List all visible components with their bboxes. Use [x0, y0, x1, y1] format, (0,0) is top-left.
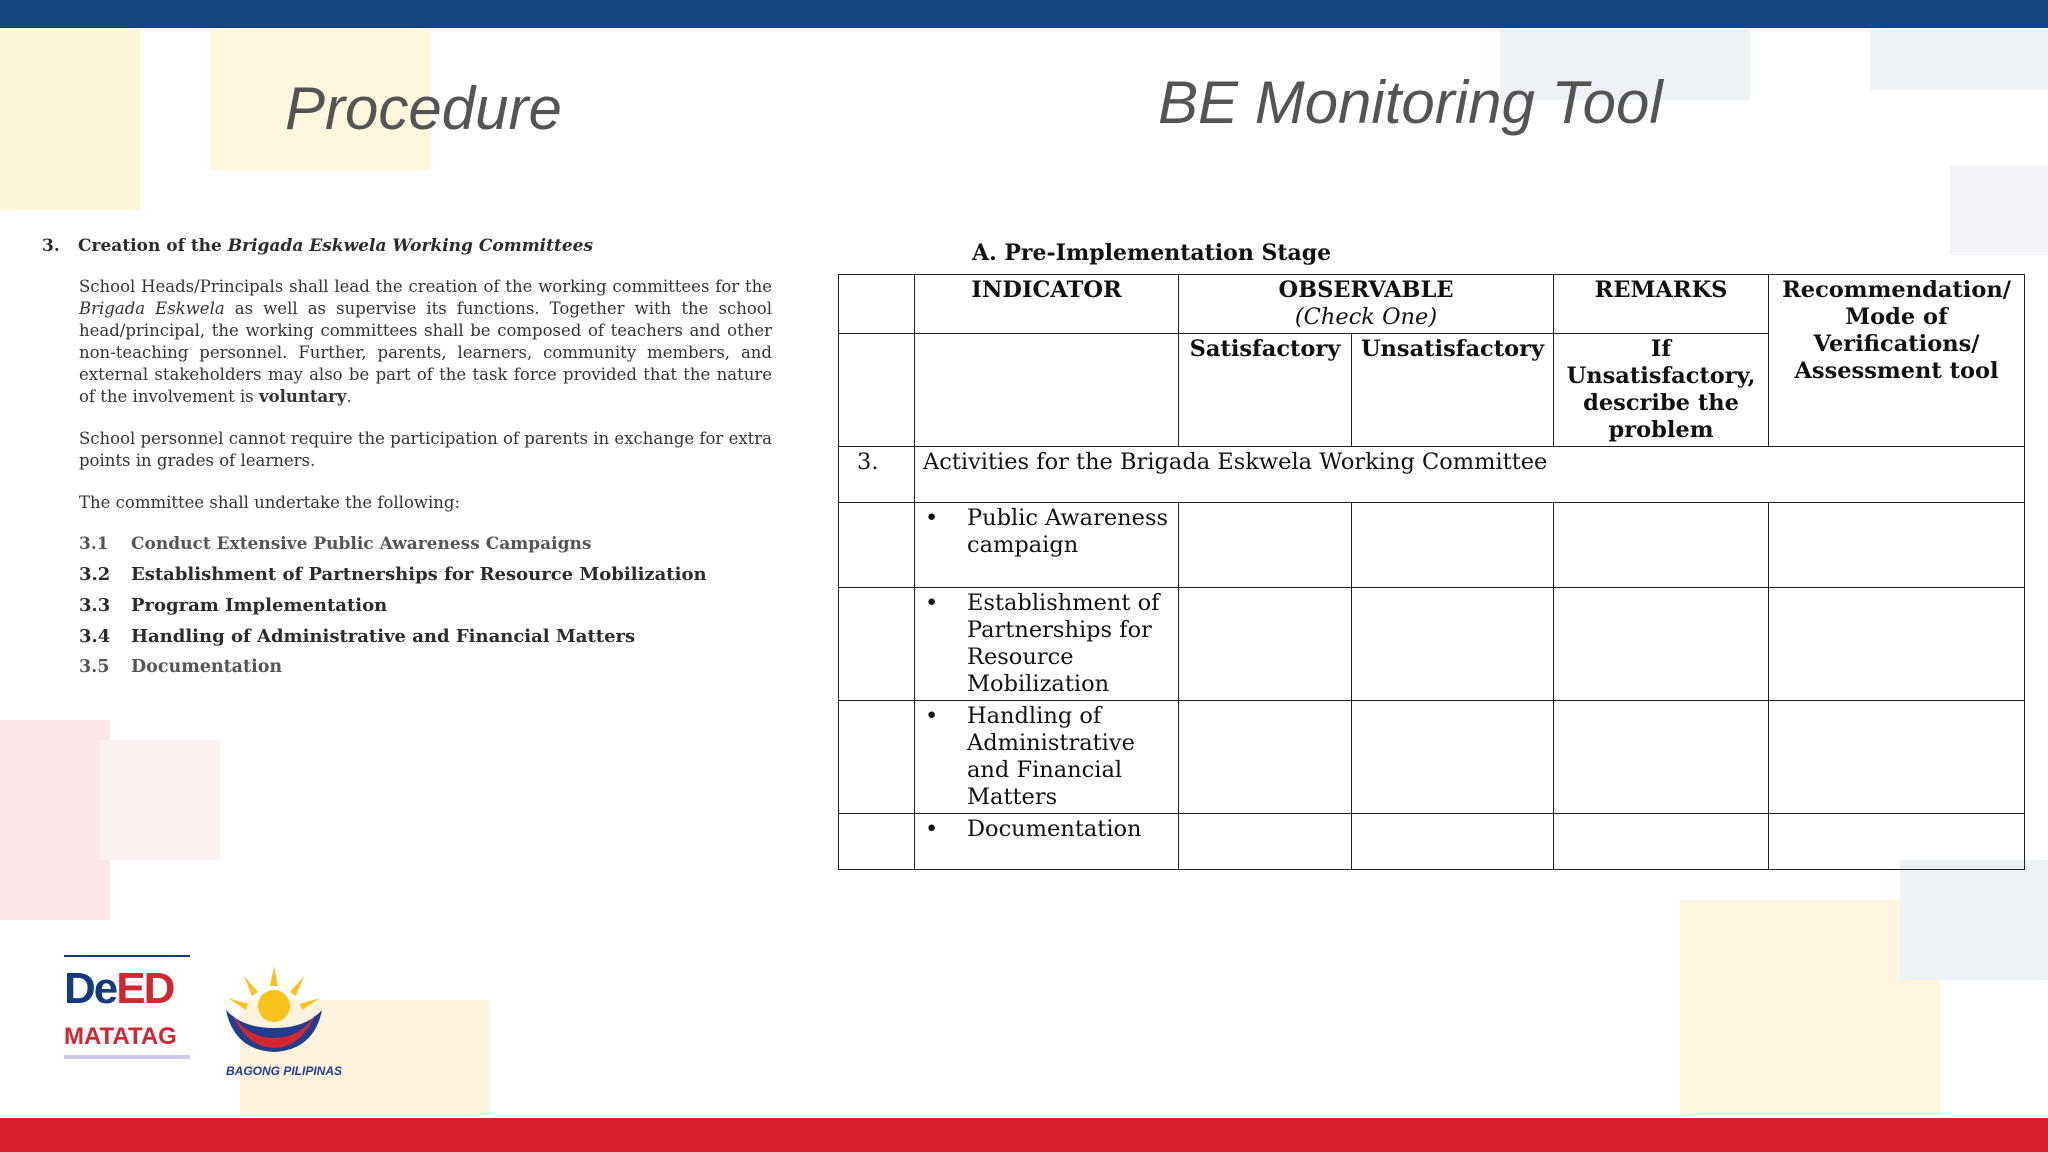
deco-square [100, 740, 220, 860]
bullet-icon: • [925, 703, 939, 729]
header-unsatisfactory: Unsatisfactory [1352, 334, 1554, 447]
recommendation-cell[interactable] [1769, 588, 2025, 701]
heading-prefix: Creation of the [78, 236, 228, 256]
satisfactory-cell[interactable] [1179, 814, 1352, 870]
list-item [79, 534, 772, 554]
header-satisfactory: Satisfactory [1179, 334, 1352, 447]
subheader-blank-cell [915, 334, 1179, 447]
deped-wordmark [64, 964, 194, 1013]
list-item-number: 3.3 [79, 595, 111, 616]
indicator-label: Handling of Administrative and Financial Matters [967, 703, 1135, 810]
deco-square [0, 30, 140, 210]
list-item-number: 3.2 [79, 564, 111, 585]
bagong-pilipinas-caption: BAGONG PILIPINAS [225, 1064, 342, 1078]
recommendation-cell[interactable] [1769, 701, 2025, 814]
deped-matatag-logo [64, 955, 194, 1059]
deped-ed-text: ED [116, 964, 174, 1013]
para1-bold: voluntary [258, 387, 347, 406]
table-row [839, 701, 2025, 814]
para1-italic: Brigada Eskwela [79, 299, 225, 318]
bullet-icon: • [925, 505, 939, 531]
bottom-banner-bar [0, 1118, 2048, 1152]
heading-suffix: Working Committees [386, 236, 594, 256]
unsatisfactory-cell[interactable] [1352, 701, 1554, 814]
table-header-row [839, 275, 2025, 334]
deped-dep-text: De [64, 964, 117, 1013]
document-heading [42, 236, 772, 256]
deco-square [0, 720, 110, 920]
procedure-title: Procedure [285, 75, 562, 142]
list-item-label: Documentation [131, 657, 283, 677]
list-item [79, 657, 772, 677]
list-item [79, 626, 772, 647]
satisfactory-cell[interactable] [1179, 588, 1352, 701]
header-blank-cell [839, 275, 915, 334]
indicator-cell [915, 588, 1179, 701]
indicator-cell [915, 814, 1179, 870]
recommendation-cell[interactable] [1769, 503, 2025, 588]
row-number-cell [839, 503, 915, 588]
list-item-number: 3.5 [79, 657, 110, 677]
subheader-blank-cell [839, 334, 915, 447]
stage-heading: A. Pre-Implementation Stage [972, 240, 1332, 266]
section-number: 3. [839, 447, 915, 503]
list-item [79, 595, 772, 616]
bagong-pilipinas-logo [214, 958, 354, 1078]
deco-square [1950, 165, 2048, 255]
para1-end: . [346, 387, 352, 406]
indicator-label: Establishment of Partnerships for Resource Mobilization [967, 590, 1160, 697]
deco-square [1870, 30, 2048, 90]
heading-number: 3. [42, 236, 60, 256]
indicator-label: Documentation [967, 816, 1142, 842]
bagong-pilipinas-emblem-icon [214, 958, 334, 1058]
row-number-cell [839, 701, 915, 814]
top-banner-bar [0, 0, 2048, 28]
procedure-document [42, 236, 772, 687]
heading-italic: Brigada Eskwela [227, 236, 387, 256]
deco-square [1900, 860, 2048, 980]
paragraph-3: The committee shall undertake the following: [79, 493, 461, 512]
remarks-cell[interactable] [1554, 814, 1769, 870]
monitoring-table [838, 274, 2025, 870]
header-indicator: INDICATOR [915, 275, 1179, 334]
para1-text-b: as well as supervise its functions. Together with the school head/principal, the working committees shall be composed of teachers and other non-teaching personnel. Further, parents, learners, community members, and external stakeholders may also be part of the task force provided that the nature of the involvement is [79, 299, 772, 406]
paragraph-2: School personnel cannot require the participation of parents in exchange for extra points in grades of learners. [79, 429, 772, 470]
header-observable [1179, 275, 1554, 334]
list-item-label: Handling of Administrative and Financial Matters [131, 626, 636, 647]
header-remarks: REMARKS [1554, 275, 1769, 334]
list-item-label: Program Implementation [131, 595, 388, 616]
list-item [79, 564, 772, 585]
remarks-cell[interactable] [1554, 503, 1769, 588]
indicator-label: Public Awareness campaign [967, 505, 1169, 558]
table-row [839, 588, 2025, 701]
indicator-cell [915, 503, 1179, 588]
satisfactory-cell[interactable] [1179, 701, 1352, 814]
observable-label: OBSERVABLE [1278, 277, 1454, 303]
header-if-unsatisfactory: If Unsatisfactory, describe the problem [1554, 334, 1769, 447]
check-one-label: (Check One) [1294, 304, 1438, 330]
matatag-wordmark: MATATAG [64, 1023, 177, 1050]
logo-rule [64, 955, 190, 957]
remarks-cell[interactable] [1554, 588, 1769, 701]
unsatisfactory-cell[interactable] [1352, 814, 1554, 870]
row-number-cell [839, 588, 915, 701]
list-item-number: 3.1 [79, 534, 109, 554]
unsatisfactory-cell[interactable] [1352, 588, 1554, 701]
remarks-cell[interactable] [1554, 701, 1769, 814]
section-title: Activities for the Brigada Eskwela Working Committee [915, 447, 2025, 503]
recommendation-cell[interactable] [1769, 814, 2025, 870]
indicator-cell [915, 701, 1179, 814]
paragraph-1 [79, 276, 772, 408]
para1-text-a: School Heads/Principals shall lead the creation of the working committees for the [79, 277, 772, 296]
logo-tagline-strip [64, 1055, 190, 1059]
header-recommendation: Recommendation/ Mode of Verifications/ Assessment tool [1769, 275, 2025, 447]
table-row [839, 503, 2025, 588]
list-item-number: 3.4 [79, 626, 111, 647]
bullet-icon: • [925, 590, 939, 616]
list-item-label: Establishment of Partnerships for Resource Mobilization [131, 564, 707, 585]
table-row [839, 814, 2025, 870]
bullet-icon: • [925, 816, 939, 842]
unsatisfactory-cell[interactable] [1352, 503, 1554, 588]
monitoring-tool-title: BE Monitoring Tool [1158, 69, 1663, 136]
list-item-label: Conduct Extensive Public Awareness Campaigns [131, 534, 592, 554]
row-number-cell [839, 814, 915, 870]
section-row [839, 447, 2025, 503]
satisfactory-cell[interactable] [1179, 503, 1352, 588]
